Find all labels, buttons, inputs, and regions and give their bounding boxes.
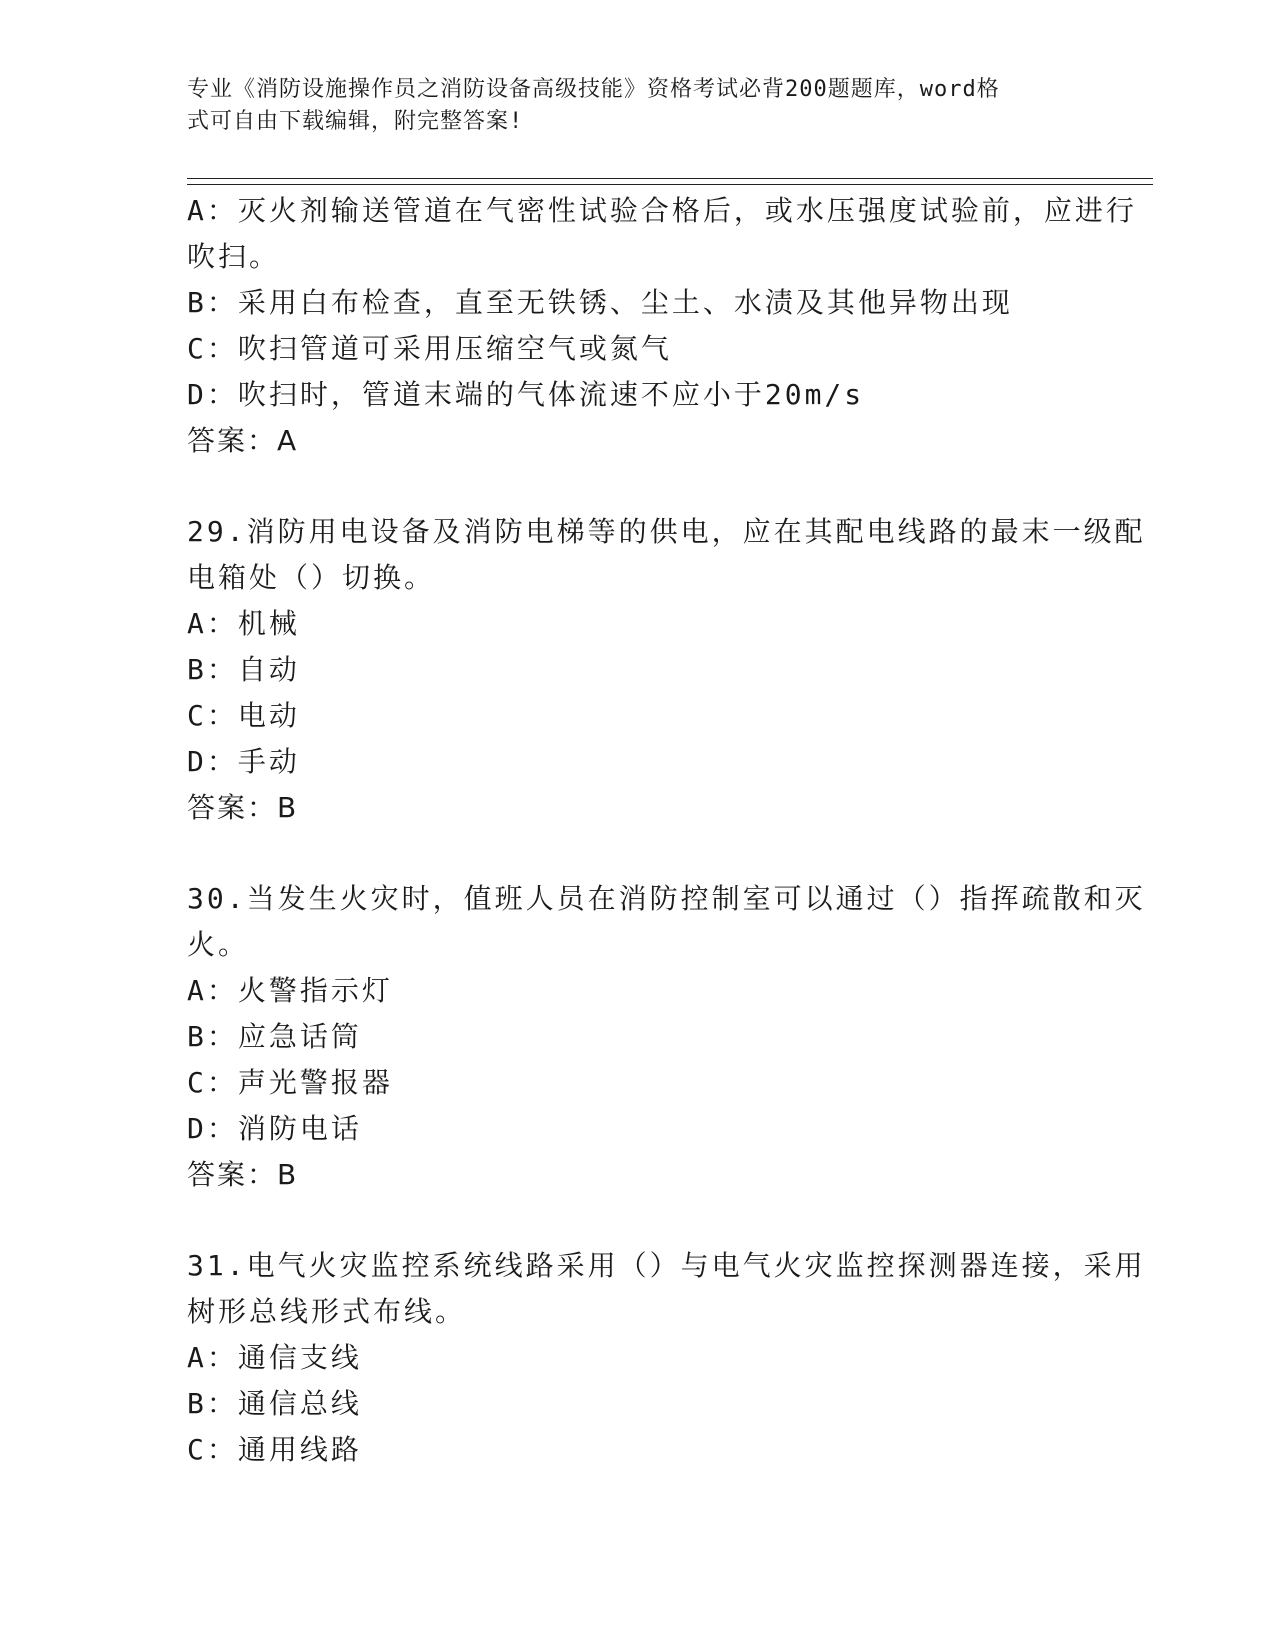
option-d: D：手动 (187, 745, 300, 778)
spacer (187, 1198, 1087, 1243)
question-stem-continued: 火。 (187, 928, 250, 961)
option-a: A：机械 (187, 607, 300, 640)
answer-line: 答案：B (187, 1158, 299, 1191)
question-stem-continued: 电箱处（）切换。 (187, 561, 436, 594)
question-31 (187, 1243, 1146, 1473)
question-29 (187, 509, 1146, 831)
option-a: A：火警指示灯 (187, 974, 393, 1007)
option-b: B：自动 (187, 653, 300, 686)
option-c: C：吹扫管道可采用压缩空气或氮气 (187, 332, 672, 365)
question-stem: 31.电气火灾监控系统线路采用（）与电气火灾监控探测器连接，采用 (187, 1249, 1146, 1282)
question-stem: 30.当发生火灾时，值班人员在消防控制室可以通过（）指挥疏散和灭 (187, 882, 1146, 915)
answer-line: 答案：B (187, 791, 299, 824)
document-header (187, 74, 1067, 138)
answer-line: 答案：A (187, 424, 299, 457)
option-a: A：灭火剂输送管道在气密性试验合格后，或水压强度试验前，应进行 (187, 194, 1137, 227)
question-stem: 29.消防用电设备及消防电梯等的供电，应在其配电线路的最末一级配 (187, 515, 1146, 548)
option-d: D：吹扫时，管道末端的气体流速不应小于20m/s (187, 378, 865, 411)
option-c: C：通用线路 (187, 1433, 362, 1466)
option-a-continued: 吹扫。 (187, 240, 281, 273)
option-c: C：电动 (187, 699, 300, 732)
spacer (187, 831, 1087, 876)
spacer (187, 464, 1087, 509)
option-c: C：声光警报器 (187, 1066, 393, 1099)
question-stem-continued: 树形总线形式布线。 (187, 1295, 467, 1328)
question-list (187, 188, 1146, 1473)
option-b: B：采用白布检查，直至无铁锈、尘土、水渍及其他异物出现 (187, 286, 1013, 319)
header-line-1: 专业《消防设施操作员之消防设备高级技能》资格考试必背200题题库，word格 (187, 77, 1000, 102)
header-line-2: 式可自由下载编辑，附完整答案! (187, 109, 524, 134)
header-divider (187, 178, 1153, 185)
question-30 (187, 876, 1146, 1198)
option-b: B：应急话筒 (187, 1020, 362, 1053)
option-a: A：通信支线 (187, 1341, 362, 1374)
option-d: D：消防电话 (187, 1112, 362, 1145)
prev-question-block (187, 188, 1137, 464)
option-b: B：通信总线 (187, 1387, 362, 1420)
